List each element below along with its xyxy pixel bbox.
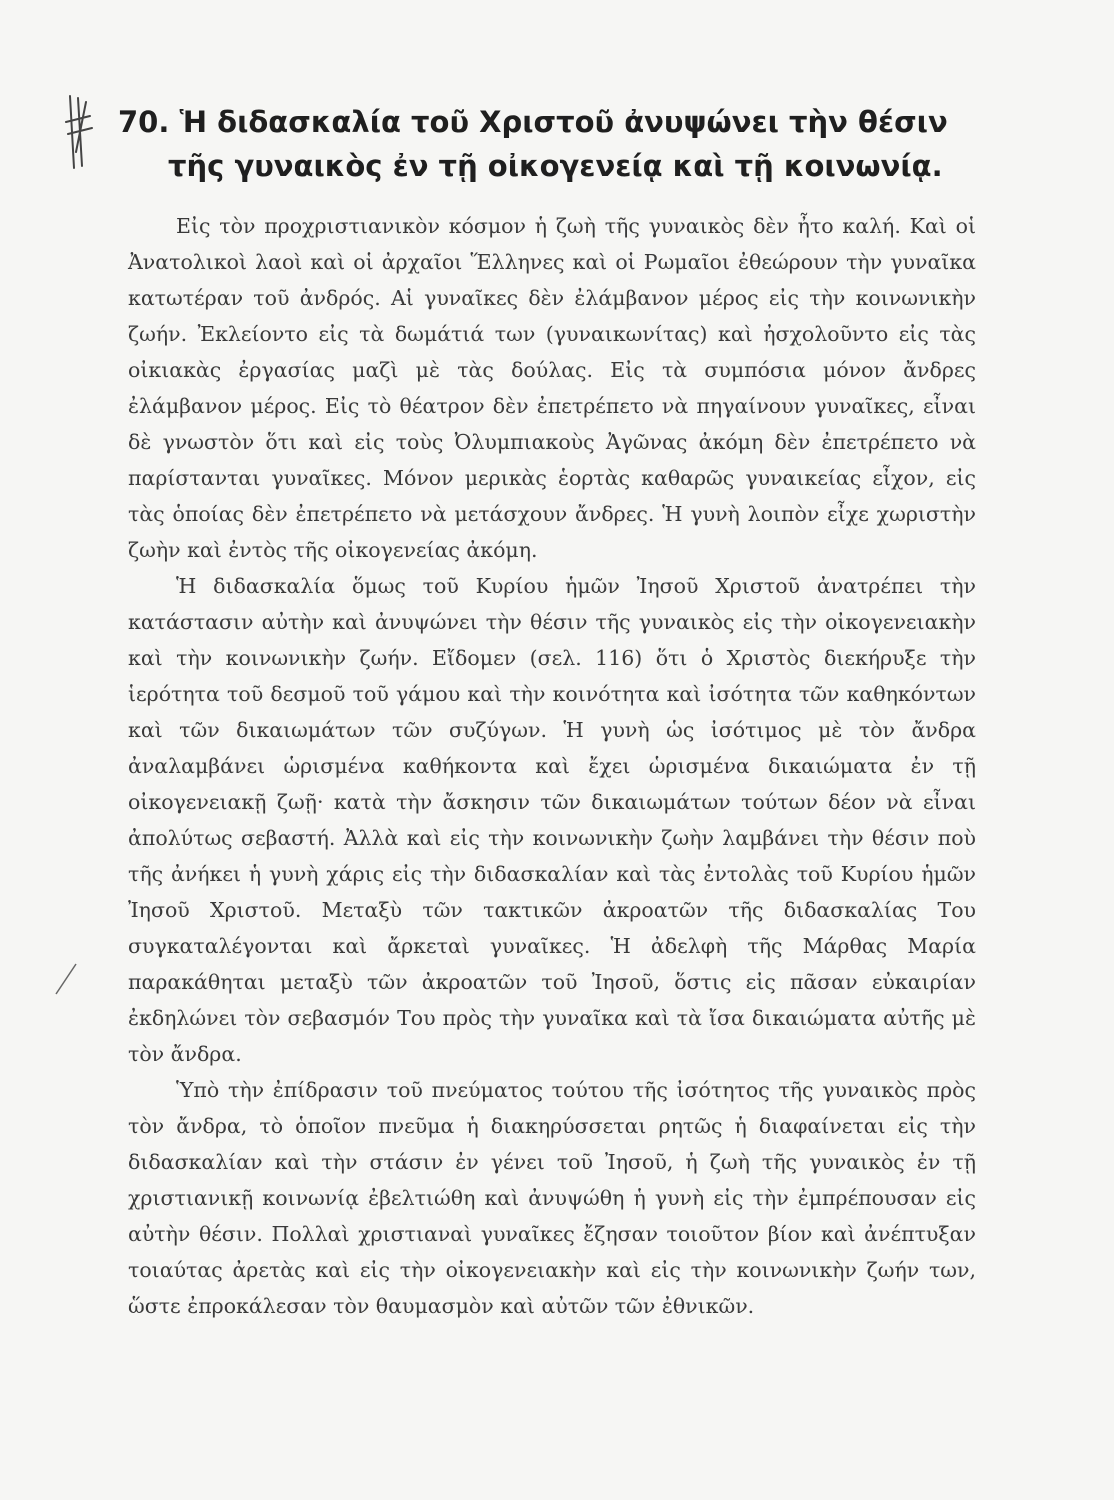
- body-text: [128, 208, 976, 1324]
- section-title-line-1: Ἡ διδασκαλία τοῦ Χριστοῦ ἀνυψώνει τὴν θέσιν: [179, 105, 948, 139]
- section-heading: [118, 100, 998, 188]
- section-number: 70.: [118, 105, 170, 139]
- stray-pencil-mark-icon: [50, 960, 80, 1000]
- paragraph: Εἰς τὸν προχριστιανικὸν κόσμον ἡ ζωὴ τῆς γυναικὸς δὲν ἦτο καλή. Καὶ οἱ Ἀνατολικοὶ λαοὶ καὶ οἱ ἀρχαῖοι Ἕλληνες καὶ οἱ Ρωμαῖοι ἐθεώρουν τὴν γυναῖκα κατωτέραν τοῦ ἀνδρός. Αἱ γυναῖκες δὲν ἐλάμβανον μέρος εἰς τὴν κοινωνικὴν ζωήν. Ἐκλείοντο εἰς τὰ δωμάτιά των (γυναικωνίτας) καὶ ἠσχολοῦντο εἰς τὰς οἰκιακὰς ἐργασίας μαζὶ μὲ τὰς δούλας. Εἰς τὰ συμπόσια μόνον ἄνδρες ἐλάμβανον μέρος. Εἰς τὸ θέατρον δὲν ἐπετρέπετο νὰ πηγαίνουν γυναῖκες, εἶναι δὲ γνωστὸν ὅτι καὶ εἰς τοὺς Ὀλυμπιακοὺς Ἀγῶνας ἀκόμη δὲν ἐπετρέπετο νὰ παρίστανται γυναῖκες. Μόνον μερικὰς ἑορτὰς καθαρῶς γυναικείας εἶχον, εἰς τὰς ὁποίας δὲν ἐπετρέπετο νὰ μετάσχουν ἄνδρες. Ἡ γυνὴ λοιπὸν εἶχε χωριστὴν ζωὴν καὶ ἐντὸς τῆς οἰκογενείας ἀκόμη.: [128, 214, 976, 562]
- paragraph: Ὑπὸ τὴν ἐπίδρασιν τοῦ πνεύματος τούτου τῆς ἰσότητος τῆς γυναικὸς πρὸς τὸν ἄνδρα, τὸ ὁποῖον πνεῦμα ἡ διακηρύσσεται ρητῶς ἡ διαφαίνεται εἰς τὴν διδασκαλίαν καὶ τὴν στάσιν ἐν γένει τοῦ Ἰησοῦ, ἡ ζωὴ τῆς γυναικὸς ἐν τῇ χριστιανικῇ κοινωνίᾳ ἐβελτιώθη καὶ ἀνυψώθη ἡ γυνὴ εἰς τὴν ἐμπρέπουσαν εἰς αὐτὴν θέσιν. Πολλαὶ χριστιαναὶ γυναῖκες ἔζησαν τοιοῦτον βίον καὶ ἀνέπτυξαν τοιαύτας ἀρετὰς καὶ εἰς τὴν οἰκογενειακὴν καὶ εἰς τὴν κοινωνικὴν ζωήν των, ὥστε ἐπροκάλεσαν τὸν θαυμασμὸν καὶ αὐτῶν τῶν ἐθνικῶν.: [128, 1078, 976, 1318]
- margin-pencil-mark-icon: [56, 92, 106, 172]
- paragraph: Ἡ διδασκαλία ὅμως τοῦ Κυρίου ἡμῶν Ἰησοῦ Χριστοῦ ἀνατρέπει τὴν κατάστασιν αὐτὴν καὶ ἀνυψώνει τὴν θέσιν τῆς γυναικὸς εἰς τὴν οἰκογενειακὴν καὶ τὴν κοινωνικὴν ζωήν. Εἴδομεν (σελ. 116) ὅτι ὁ Χριστὸς διεκήρυξε τὴν ἱερότητα τοῦ δεσμοῦ τοῦ γάμου καὶ τὴν κοινότητα καὶ ἰσότητα τῶν καθηκόντων καὶ τῶν δικαιωμάτων τῶν συζύγων. Ἡ γυνὴ ὡς ἰσότιμος μὲ τὸν ἄνδρα ἀναλαμβάνει ὡρισμένα καθήκοντα καὶ ἔχει ὡρισμένα δικαιώματα ἐν τῇ οἰκογενειακῇ ζωῇ· κατὰ τὴν ἄσκησιν τῶν δικαιωμάτων τούτων δέον νὰ εἶναι ἀπολύτως σεβαστή. Ἀλλὰ καὶ εἰς τὴν κοινωνικὴν ζωὴν λαμβάνει τὴν θέσιν ποὺ τῆς ἀνήκει ἡ γυνὴ χάρις εἰς τὴν διδασκαλίαν καὶ τὰς ἐντολὰς τοῦ Κυρίου ἡμῶν Ἰησοῦ Χριστοῦ. Μεταξὺ τῶν τακτικῶν ἀκροατῶν τῆς διδασκαλίας Του συγκαταλέγονται καὶ ἄρκεταὶ γυναῖκες. Ἡ ἀδελφὴ τῆς Μάρθας Μαρία παρακάθηται μεταξὺ τῶν ἀκροατῶν τοῦ Ἰησοῦ, ὅστις εἰς πᾶσαν εὐκαιρίαν ἐκδηλώνει τὸν σεβασμόν Του πρὸς τὴν γυναῖκα καὶ τὰ ἴσα δικαιώματα αὐτῆς μὲ τὸν ἄνδρα.: [128, 574, 976, 1066]
- section-title-line-2: τῆς γυναικὸς ἐν τῇ οἰκογενείᾳ καὶ τῇ κοινωνίᾳ.: [168, 149, 943, 183]
